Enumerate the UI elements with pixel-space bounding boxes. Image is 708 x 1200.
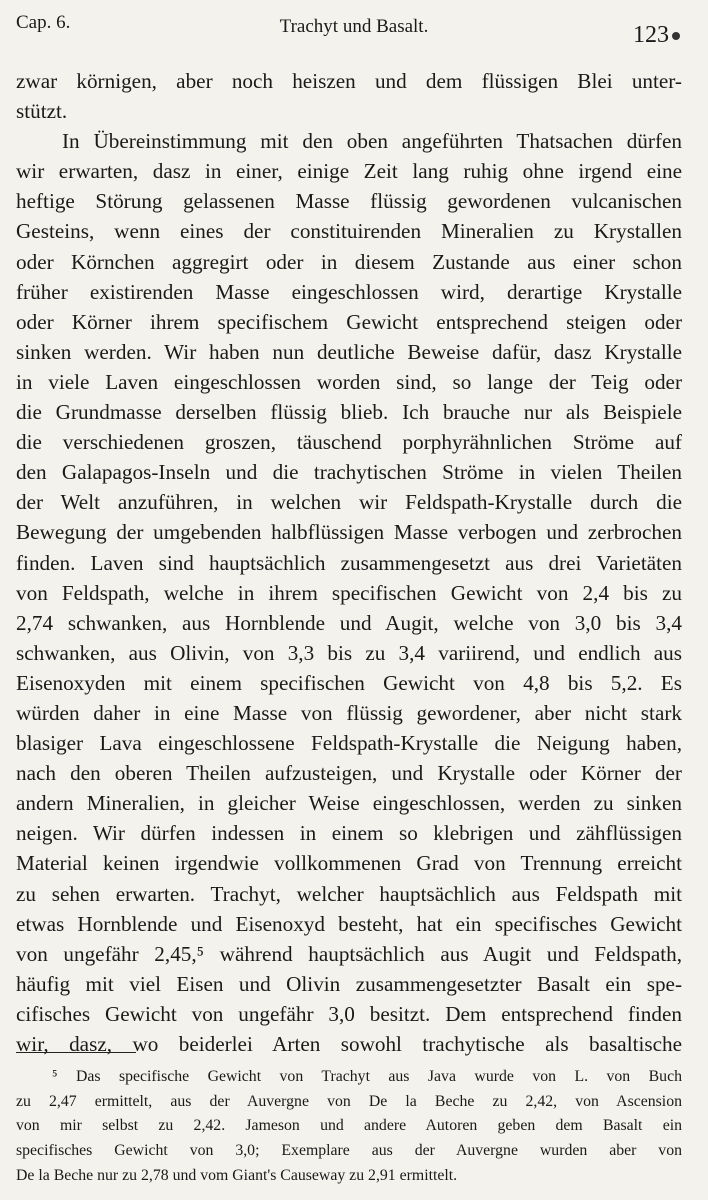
running-title: Trachyt und Basalt.	[279, 16, 429, 37]
page-number: 123	[633, 22, 669, 48]
footnote-line: von mir selbst zu 2,42. Jameson und andere Autoren geben dem Basalt ein	[16, 1117, 682, 1135]
body-text	[16, 66, 682, 1059]
text-line: in viele Laven eingeschlossen worden sind, so lange der Teig oder	[16, 369, 682, 394]
text-line: oder Körnchen aggregirt oder in diesem Zustande aus einer schon	[16, 249, 682, 274]
text-line: etwas Hornblende und Eisenoxyd besteht, hat ein specifisches Gewicht	[16, 911, 682, 936]
text-line: oder Körner ihrem specifischem Gewicht entsprechend steigen oder	[16, 309, 682, 334]
text-line: sinken werden. Wir haben nun deutliche Beweise dafür, dasz Krystalle	[16, 339, 682, 364]
text-line: zwar körnigen, aber noch heiszen und dem flüssigen Blei unter-	[16, 69, 682, 93]
page-header	[0, 0, 708, 60]
text-line: nach den oberen Theilen aufzusteigen, und Krystalle oder Körner der	[16, 761, 682, 786]
text-line: Material keinen irgendwie vollkommenen Grad von Trennung erreicht	[16, 851, 682, 876]
text-line: 2,74 schwanken, aus Hornblende und Augit, welche von 3,0 bis 3,4	[16, 610, 682, 635]
ink-spot-icon	[672, 32, 680, 40]
footnote-line: specifisches Gewicht von 3,0; Exemplare aus der Auvergne wurden aber von	[16, 1142, 682, 1160]
text-line: stützt.	[16, 99, 68, 124]
text-line: neigen. Wir dürfen indessen in einem so klebrigen und zähflüssigen	[16, 821, 682, 846]
footnote	[16, 1065, 682, 1188]
text-line: von ungefähr 2,45,⁵ während hauptsächlich aus Augit und Feldspath,	[16, 941, 682, 966]
text-line: die Grundmasse derselben flüssig blieb. Ich brauche nur als Beispiele	[16, 400, 682, 425]
text-line: Eisenoxyden mit einem specifischen Gewicht von 4,8 bis 5,2. Es	[16, 670, 682, 695]
text-line: häufig mit viel Eisen und Olivin zusammengesetzter Basalt ein spe-	[16, 971, 682, 996]
chapter-label: Cap. 6.	[16, 12, 71, 33]
text-line: Bewegung der umgebenden halbflüssigen Masse verbogen und zerbrochen	[16, 520, 682, 545]
text-line: wir, dasz, wo beiderlei Arten sowohl trachytische als basaltische	[16, 1032, 682, 1056]
text-line: finden. Laven sind hauptsächlich zusammengesetzt aus drei Varietäten	[16, 550, 682, 575]
footnote-line: ⁵ Das specifische Gewicht von Trachyt aus Java wurde von L. von Buch	[52, 1068, 682, 1085]
page-number-wrap	[633, 22, 680, 49]
text-line: würden daher in eine Masse von flüssig gewordener, aber nicht stark	[16, 700, 682, 725]
text-line: der Welt anzuführen, in welchen wir Feldspath-Krystalle durch die	[16, 490, 682, 515]
text-line: In Übereinstimmung mit den oben angeführten Thatsachen dürfen	[62, 129, 682, 154]
text-line: andern Mineralien, in gleicher Weise eingeschlossen, werden zu sinken	[16, 791, 682, 816]
text-line: zu sehen erwarten. Trachyt, welcher hauptsächlich aus Feldspath mit	[16, 881, 682, 906]
text-line: cifisches Gewicht von ungefähr 3,0 besitzt. Dem entsprechend finden	[16, 1001, 682, 1026]
text-line: wir erwarten, dasz in einer, einige Zeit lang ruhig ohne irgend eine	[16, 159, 682, 184]
text-line: Gesteins, wenn eines der constituirenden Mineralien zu Krystallen	[16, 219, 682, 244]
text-line: von Feldspath, welche in ihrem specifischen Gewicht von 2,4 bis zu	[16, 580, 682, 605]
footnote-line: zu 2,47 ermittelt, aus der Auvergne von De la Beche zu 2,42, von Ascension	[16, 1092, 682, 1110]
text-line: den Galapagos-Inseln und die trachytischen Ströme in vielen Theilen	[16, 460, 682, 485]
text-line: die verschiedenen groszen, täuschend porphyrähnlichen Ströme auf	[16, 430, 682, 455]
footnote-line: De la Beche nur zu 2,78 und vom Giant's Causeway zu 2,91 ermittelt.	[16, 1166, 458, 1184]
text-line: schwanken, aus Olivin, von 3,3 bis zu 3,4 variirend, und endlich aus	[16, 640, 682, 665]
text-line: blasiger Lava eingeschlossene Feldspath-Krystalle die Neigung haben,	[16, 731, 682, 756]
footnote-rule	[16, 1052, 136, 1053]
text-line: früher existirenden Masse eingeschlossen wird, derartige Krystalle	[16, 279, 682, 304]
text-line: heftige Störung gelassenen Masse flüssig gewordenen vulcanischen	[16, 189, 682, 214]
